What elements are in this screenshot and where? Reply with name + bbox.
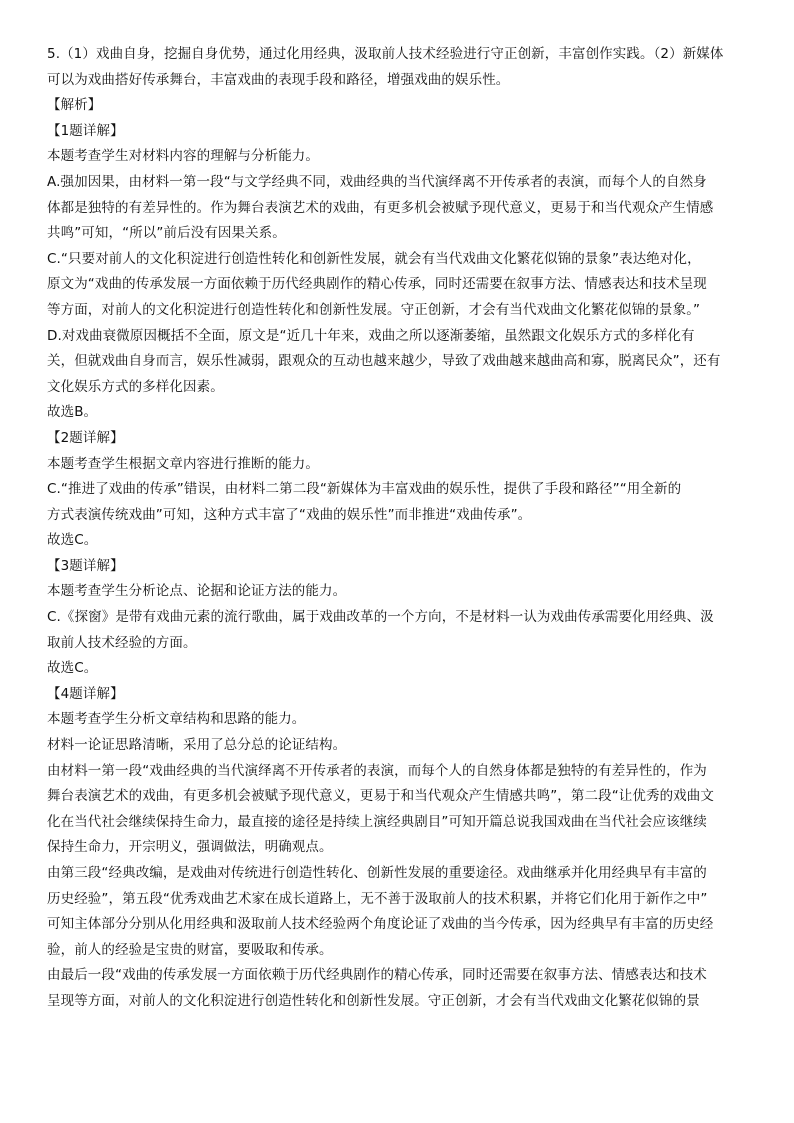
answer-line-1: 5.（1）戏曲自身，挖掘自身优势，通过化用经典，汲取前人技术经验进行守正创新，丰富创作实践。（2）新媒体 xyxy=(47,46,724,62)
text-line: 保持生命力，开宗明义，强调做法，明确观点。 xyxy=(47,839,333,856)
text-line: 可知主体部分分别从化用经典和汲取前人技术经验两个角度论证了戏曲的当今传承，因为经典早有丰富的历史经 xyxy=(47,916,714,933)
answer-line-2: 可以为戏曲搭好传承舞台，丰富戏曲的表现手段和路径，增强戏曲的娱乐性。 xyxy=(47,71,510,88)
text-line: 体都是独特的有差异性的。作为舞台表演艺术的戏曲，有更多机会被赋予现代意义，更易于和当代观众产生情感 xyxy=(47,199,714,216)
text-line: 验，前人的经验是宝贵的财富，要吸取和传承。 xyxy=(47,941,333,958)
text-line: 关，但就戏曲自身而言，娱乐性减弱，跟观众的互动也越来越少，导致了戏曲越来越曲高和寡，脱离民众”，还有 xyxy=(47,353,721,370)
text-line: A.强加因果，由材料一第一段“与文学经典不同，戏曲经典的当代演绎离不开传承者的表演，而每个人的自然身 xyxy=(47,173,707,190)
text-line: 本题考查学生根据文章内容进行推断的能力。 xyxy=(47,455,319,472)
section-heading-analysis: 【解析】 xyxy=(47,97,102,114)
text-line: 历史经验”，第五段“优秀戏曲艺术家在成长道路上，无不善于汲取前人的技术积累，并将它们化用于新作之中” xyxy=(47,890,708,907)
text-line: 本题考查学生分析文章结构和思路的能力。 xyxy=(47,711,306,728)
subheading-q3: 【3题详解】 xyxy=(47,557,124,574)
text-line: 共鸣”可知，“所以”前后没有因果关系。 xyxy=(47,225,286,242)
text-line: 方式表演传统戏曲”可知，这种方式丰富了“戏曲的娱乐性”而非推进“戏曲传承”。 xyxy=(47,506,532,523)
text-line: 化在当代社会继续保持生命力，最直接的途径是持续上演经典剧目”可知开篇总说我国戏曲在当代社会应该继续 xyxy=(47,813,707,830)
text-line: 原文为“戏曲的传承发展一方面依赖于历代经典剧作的精心传承，同时还需要在叙事方法、情感表达和技术呈现 xyxy=(47,276,707,293)
subheading-q2: 【2题详解】 xyxy=(47,429,124,446)
text-line: 由最后一段“戏曲的传承发展一方面依赖于历代经典剧作的精心传承，同时还需要在叙事方法、情感表达和技术 xyxy=(47,967,707,984)
text-line: 呈现等方面，对前人的文化积淀进行创造性转化和创新性发展。守正创新，才会有当代戏曲文化繁花似锦的景 xyxy=(47,992,700,1009)
text-line: 材料一论证思路清晰，采用了总分总的论证结构。 xyxy=(47,737,347,754)
answer-choice-line: 故选C。 xyxy=(47,532,98,549)
text-line: C.“只要对前人的文化积淀进行创造性转化和创新性发展，就会有当代戏曲文化繁花似锦的景象”表达绝对化， xyxy=(47,250,701,267)
text-line: 取前人技术经验的方面。 xyxy=(47,634,197,651)
text-line: 本题考查学生分析论点、论据和论证方法的能力。 xyxy=(47,583,347,600)
text-line: 文化娱乐方式的多样化因素。 xyxy=(47,378,224,395)
document-page xyxy=(47,42,747,1015)
answer-choice-line: 故选C。 xyxy=(47,660,98,677)
subheading-q4: 【4题详解】 xyxy=(47,685,124,702)
text-line: C.“推进了戏曲的传承”错误，由材料二第二段“新媒体为丰富戏曲的娱乐性，提供了手段和路径”“用全新的 xyxy=(47,481,682,498)
subheading-q1: 【1题详解】 xyxy=(47,122,124,139)
text-line: 舞台表演艺术的戏曲，有更多机会被赋予现代意义，更易于和当代观众产生情感共鸣”，第二段“让优秀的戏曲文 xyxy=(47,788,714,805)
text-line: 由材料一第一段“戏曲经典的当代演绎离不开传承者的表演，而每个人的自然身体都是独特的有差异性的，作为 xyxy=(47,762,707,779)
answer-choice-line: 故选B。 xyxy=(47,404,98,421)
text-line: 本题考查学生对材料内容的理解与分析能力。 xyxy=(47,148,319,165)
text-line: C.《探窗》是带有戏曲元素的流行歌曲，属于戏曲改革的一个方向，不是材料一认为戏曲传承需要化用经典、汲 xyxy=(47,609,714,626)
text-line: 由第三段“经典改编，是戏曲对传统进行创造性转化、创新性发展的重要途径。戏曲继承并化用经典早有丰富的 xyxy=(47,865,707,881)
text-line: D.对戏曲衰微原因概括不全面，原文是“近几十年来，戏曲之所以逐渐萎缩，虽然跟文化娱乐方式的多样化有 xyxy=(47,327,695,344)
text-line: 等方面，对前人的文化积淀进行创造性转化和创新性发展。守正创新，才会有当代戏曲文化繁花似锦的景象。” xyxy=(47,301,701,318)
